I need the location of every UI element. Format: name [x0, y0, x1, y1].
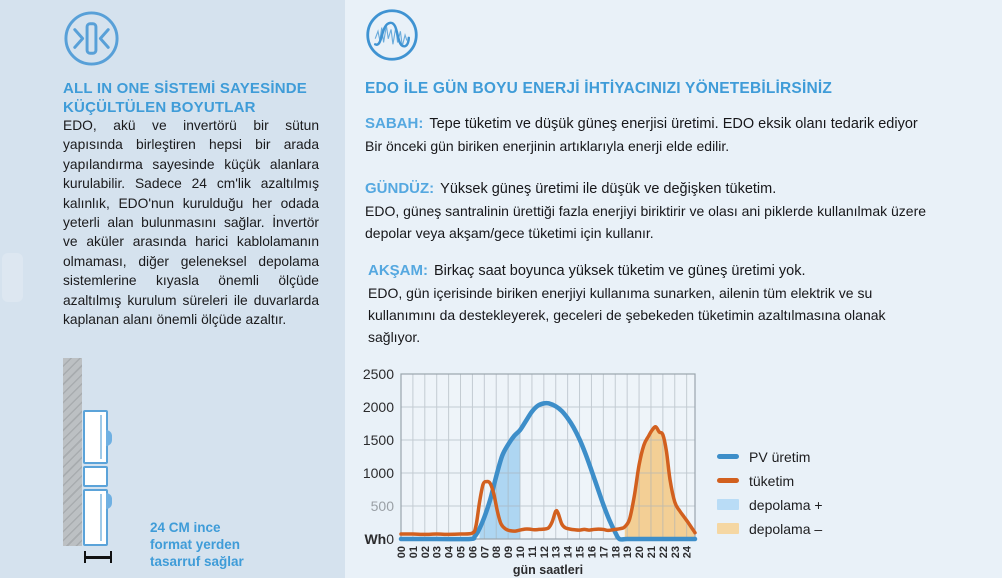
left-panel: [0, 0, 345, 578]
caption-line: format yerden: [150, 537, 241, 552]
legend-label: PV üretim: [749, 448, 811, 465]
x-axis-label: 01: [407, 546, 420, 559]
x-axis-label: 05: [455, 546, 468, 559]
device-middle-module: [83, 466, 108, 487]
x-axis-label: 03: [431, 546, 444, 559]
x-axis-label: 07: [479, 546, 492, 559]
x-axis-label: 19: [622, 546, 635, 559]
legend-label: tüketim: [749, 472, 795, 489]
y-axis-label: Wh0: [364, 531, 394, 547]
period-lead: Birkaç saat boyunca yüksek tüketim ve güneş üretimi yok.: [434, 263, 806, 279]
x-axis-label: 06: [467, 546, 480, 559]
legend-item: [717, 521, 823, 536]
period-morning: [365, 112, 930, 157]
period-label: AKŞAM:: [368, 262, 428, 279]
x-axis-label: 13: [550, 546, 563, 559]
left-section-heading: ALL IN ONE SİSTEMİ SAYESİNDE KÜÇÜLTÜLEN BOYUTLAR: [63, 80, 307, 116]
legend-swatch: [717, 454, 739, 459]
x-axis-label: 20: [634, 546, 647, 559]
device-handle: [106, 493, 112, 509]
y-axis-label: 500: [370, 498, 394, 514]
caption-line: tasarruf sağlar: [150, 554, 244, 569]
device-bottom-module: [83, 489, 108, 546]
day-energy-chart: [357, 362, 707, 578]
y-axis-label: 1000: [362, 465, 394, 481]
wave-icon: [364, 7, 420, 63]
x-axis-label: 17: [598, 546, 611, 559]
legend-swatch: [717, 499, 739, 510]
caption-line: 24 CM ince: [150, 520, 221, 535]
x-axis-label: 02: [419, 546, 432, 559]
legend-item: [717, 497, 823, 512]
right-section-heading: EDO İLE GÜN BOYU ENERJİ İHTİYACINIZI YÖNETEBİLİRSİNİZ: [365, 80, 833, 97]
x-axis-label: 08: [491, 546, 504, 559]
wall-illustration: [63, 358, 82, 546]
page-edge-tab[interactable]: [2, 253, 23, 302]
x-axis-label: 00: [396, 546, 408, 559]
period-label: SABAH:: [365, 115, 424, 132]
x-axis-label: 18: [610, 546, 623, 559]
x-axis-title: gün saatleri: [512, 563, 584, 577]
device-seam-line: [100, 415, 102, 459]
period-lead: Yüksek güneş üretimi ile düşük ve değişken tüketim.: [440, 181, 777, 197]
x-axis-label: 24: [681, 546, 694, 559]
x-axis-label: 12: [538, 546, 551, 559]
day-chart-svg: [357, 362, 707, 578]
x-axis-label: 23: [669, 546, 682, 559]
x-axis-label: 10: [515, 546, 528, 559]
compress-icon: [62, 9, 121, 68]
x-axis-label: 09: [503, 546, 516, 559]
period-daytime: [365, 177, 930, 244]
period-body: EDO, gün içerisinde biriken enerjiyi kullanıma sunarken, ailenin tüm elektrik ve su kullanımını da destekleyerek, geceleri de şebekeden tüketimin azaltılmasına olanak sağlıyor.: [368, 285, 886, 345]
right-panel: [345, 0, 1002, 578]
x-axis-label: 22: [657, 546, 670, 559]
period-evening: [368, 259, 933, 348]
x-axis-label: 16: [586, 546, 599, 559]
legend-swatch: [717, 478, 739, 483]
thin-format-caption: [150, 519, 244, 570]
period-body: Bir önceki gün biriken enerjinin artıklarıyla enerji elde edilir.: [365, 138, 730, 154]
legend-label: depolama –: [749, 520, 823, 537]
device-top-module: [83, 410, 108, 464]
device-seam-line: [100, 494, 102, 541]
x-axis-label: 14: [562, 546, 575, 559]
x-axis-label: 04: [443, 546, 456, 559]
legend-item: [717, 449, 823, 464]
period-body: EDO, güneş santralinin ürettiği fazla enerjiyi biriktirir ve olası ani piklerde kullanılmak üzere depolar veya akşam/gece tüketimi için kullanır.: [365, 203, 927, 241]
y-axis-label: 2000: [362, 399, 394, 415]
x-axis-label: 11: [526, 546, 539, 558]
y-axis-label: 2500: [362, 366, 394, 382]
legend-label: depolama +: [749, 496, 823, 513]
y-axis-label: 1500: [362, 432, 394, 448]
legend-item: [717, 473, 823, 488]
period-label: GÜNDÜZ:: [365, 180, 435, 197]
chart-legend: [717, 449, 823, 536]
left-section-body-text: EDO, akü ve invertörü bir sütun yapısında birleştiren hepsi bir arada yapılandırma sayesinde küçük alanlara kurulabilir. Sadece 24 cm'lik azaltılmış kalınlık, EDO'nun kurulduğu her odada yeterli alan bulunmasını sağlar. İnvertör ve aküler arasında harici kablolamanın olmaması, diğer geleneksel depolama sistemlerine kıyasla önemli ölçüde azaltılmış kurulum süreleri ile duvarlarda kaplanan alanı önemli ölçüde azaltır.: [63, 118, 319, 328]
period-lead: Tepe tüketim ve düşük güneş enerjisi üretimi. EDO eksik olanı tedarik ediyor: [429, 116, 918, 132]
x-axis-label: 21: [645, 546, 658, 559]
legend-swatch: [717, 523, 739, 534]
device-handle: [106, 430, 112, 446]
width-dimension-marker: [84, 551, 112, 563]
x-axis-label: 15: [574, 546, 587, 559]
